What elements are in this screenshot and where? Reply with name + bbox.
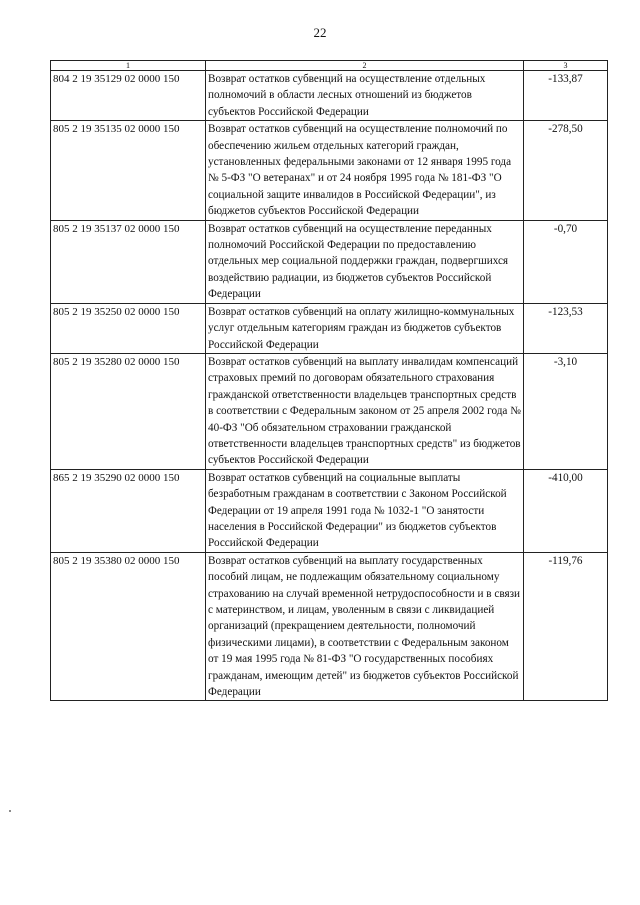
table-row xyxy=(51,353,608,469)
budget-code: 805 2 19 35135 02 0000 150 xyxy=(51,121,206,220)
scan-speck xyxy=(9,810,11,812)
row-description: Возврат остатков субвенций на социальные выплаты безработным гражданам в соответствии с Законом Российской Федерации от 19 апреля 1991 года № 1032-1 "О занятости населения в Российской Федерации" из бюджетов субъектов Российской Федерации xyxy=(206,469,524,552)
table-row xyxy=(51,220,608,303)
row-description: Возврат остатков субвенций на оплату жилищно-коммунальных услуг отдельным категориям граждан из бюджетов субъектов Российской Федерации xyxy=(206,303,524,353)
budget-code: 805 2 19 35380 02 0000 150 xyxy=(51,552,206,701)
row-description: Возврат остатков субвенций на осуществление отдельных полномочий в области лесных отношений из бюджетов субъектов Российской Федерации xyxy=(206,71,524,121)
row-amount: -3,10 xyxy=(524,353,608,469)
row-description: Возврат остатков субвенций на осуществление переданных полномочий Российской Федерации по предоставлению отдельных мер социальной поддержки граждан, подвергшихся воздействию радиации, из бюджетов субъектов Российской Федерации xyxy=(206,220,524,303)
table-row xyxy=(51,71,608,121)
row-amount: -123,53 xyxy=(524,303,608,353)
column-header-2: 2 xyxy=(206,61,524,71)
table-header-row xyxy=(51,61,608,71)
row-description: Возврат остатков субвенций на выплату государственных пособий лицам, не подлежащим обязательному социальному страхованию на случай временной нетрудоспособности и в связи с материнством, и лицам, уволенным в связи с ликвидацией организаций (прекращением деятельности, полномочий физическими лицами), в соответствии с Федеральным законом от 19 мая 1995 года № 81-ФЗ "О государственных пособиях гражданам, имеющим детей" из бюджетов субъектов Российской Федерации xyxy=(206,552,524,701)
row-description: Возврат остатков субвенций на выплату инвалидам компенсаций страховых премий по договорам обязательного страхования гражданской ответственности владельцев транспортных средств в соответствии с Федеральным законом от 25 апреля 2002 года № 40-ФЗ "Об обязательном страховании гражданской ответственности владельцев транспортных средств" из бюджетов субъектов Российской Федерации xyxy=(206,353,524,469)
budget-table xyxy=(50,60,608,701)
budget-code: 805 2 19 35280 02 0000 150 xyxy=(51,353,206,469)
row-amount: -119,76 xyxy=(524,552,608,701)
row-amount: -410,00 xyxy=(524,469,608,552)
row-amount: -0,70 xyxy=(524,220,608,303)
row-amount: -278,50 xyxy=(524,121,608,220)
budget-code: 805 2 19 35137 02 0000 150 xyxy=(51,220,206,303)
table-row xyxy=(51,552,608,701)
table-row xyxy=(51,303,608,353)
row-description: Возврат остатков субвенций на осуществление полномочий по обеспечению жильем отдельных категорий граждан, установленных федеральными законами от 12 января 1995 года № 5-ФЗ "О ветеранах" и от 24 ноября 1995 года № 181-ФЗ "О социальной защите инвалидов в Российской Федерации", из бюджетов субъектов Российской Федерации xyxy=(206,121,524,220)
budget-code: 865 2 19 35290 02 0000 150 xyxy=(51,469,206,552)
table-row xyxy=(51,121,608,220)
row-amount: -133,87 xyxy=(524,71,608,121)
column-header-3: 3 xyxy=(524,61,608,71)
column-header-1: 1 xyxy=(51,61,206,71)
budget-code: 805 2 19 35250 02 0000 150 xyxy=(51,303,206,353)
page-number: 22 xyxy=(313,25,327,40)
table-row xyxy=(51,469,608,552)
budget-code: 804 2 19 35129 02 0000 150 xyxy=(51,71,206,121)
